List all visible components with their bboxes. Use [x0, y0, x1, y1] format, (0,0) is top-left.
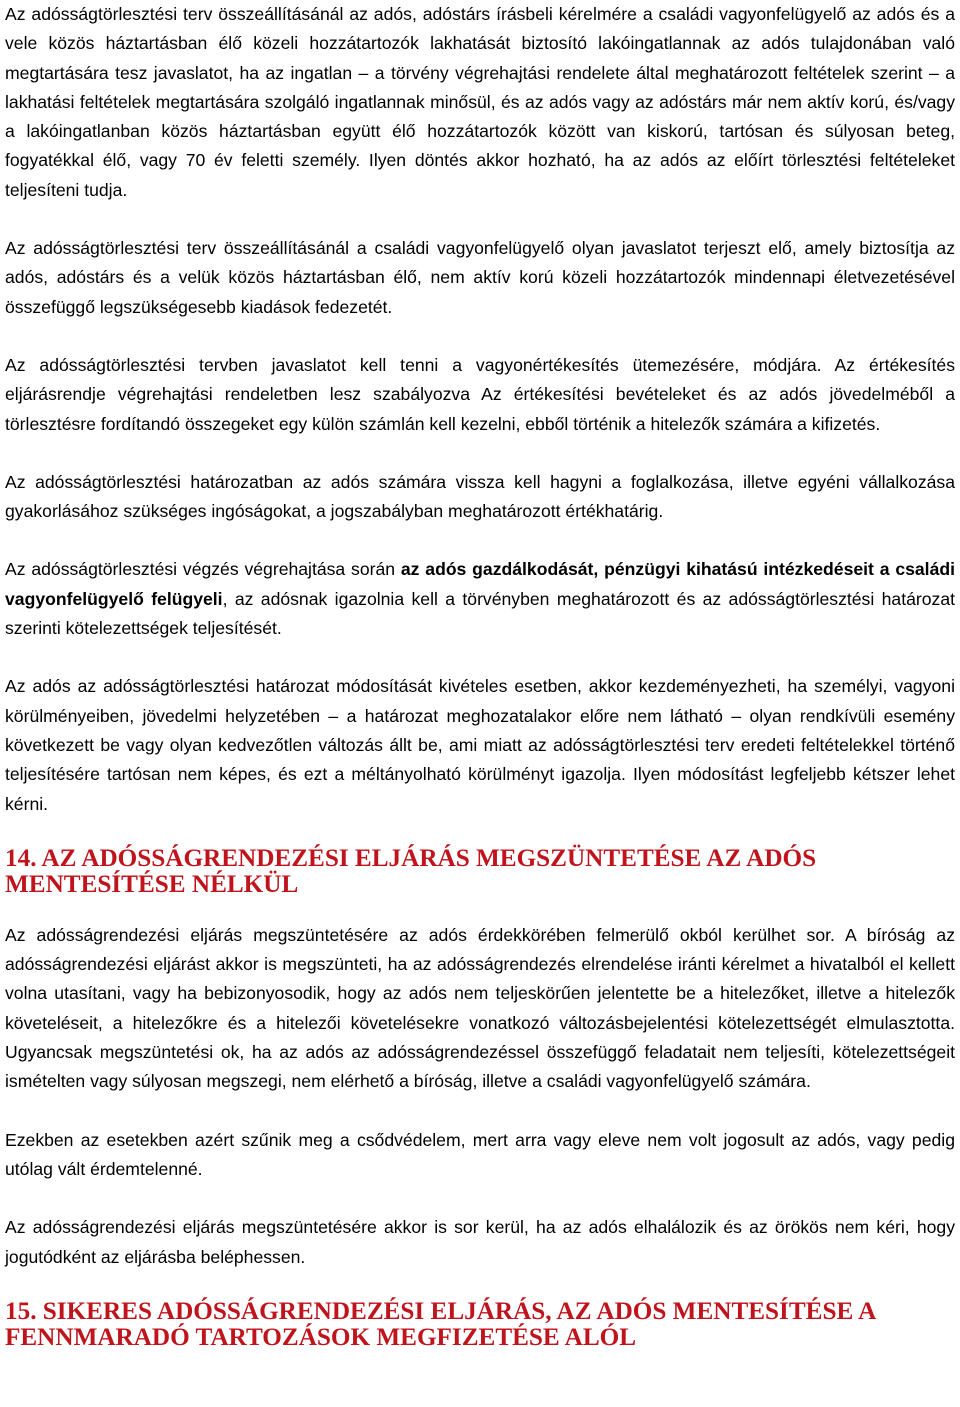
paragraph-gap — [5, 205, 955, 234]
paragraph-gap — [5, 1184, 955, 1213]
paragraph-supervision-start: Az adósságtörlesztési végzés végrehajtása során — [5, 559, 401, 580]
section-heading-15: 15. SIKERES ADÓSSÁGRENDEZÉSI ELJÁRÁS, AZ ADÓS MENTESÍTÉSE A FENNMARADÓ TARTOZÁSOK MEGFIZETÉSE ALÓL — [5, 1297, 875, 1352]
heading-gap — [5, 899, 955, 921]
heading-gap — [5, 819, 955, 846]
paragraph-bankruptcy-protection: Ezekben az esetekben azért szűnik meg a csődvédelem, mert arra vagy eleve nem volt jogosult az adós, vagy pedig utólag vált érdemtelenné. — [5, 1129, 955, 1179]
paragraph-supervision — [5, 555, 955, 643]
paragraph-death-of-debtor: Az adósságrendezési eljárás megszüntetésére akkor is sor kerül, ha az adós elhalálozik és az örökös nem kéri, hogy jogutódként az eljárásba beléphessen. — [5, 1217, 955, 1267]
paragraph-termination-reasons: Az adósságrendezési eljárás megszüntetésére az adós érdekkörében felmerülő okból kerülhet sor. A bíróság az adósságrendezési eljárást akkor is megszünteti, ha az adósságrendezés elrendelése iránti kérelmet a hivatalból el kellett volna utasítani, vagy ha bebizonyosodik, hogy az adós nem teljeskörűen jelentette be a hitelezőket, illetve a hitelezők követeléseit, a hitelezőkre és a hitelezői követelésekre vonatkozó változásbejelentési kötelezettségét elmulasztotta. Ugyancsak megszüntetési ok, ha az adós az adósságrendezéssel összefüggő feladatait nem teljesíti, kötelezettségeit ismételten vagy súlyosan megszegi, nem elérhető a bíróság, illetve a családi vagyonfelügyelő számára. — [5, 924, 955, 1092]
paragraph-residence-retention: Az adósságtörlesztési terv összeállításánál az adós, adóstárs írásbeli kérelmére a családi vagyonfelügyelő az adós és a vele közös háztartásban élő közeli hozzátartozók lakhatását biztosító lakóingatlannak az adós tulajdonában való megtartására tesz javaslatot, ha az ingatlan – a törvény végrehajtási rendelete által meghatározott feltételek szerint – a lakhatási feltételek megtartására szolgáló ingatlannak minősül, és az adós vagy az adóstárs már nem aktív korú, és/vagy a lakóingatlanban közös háztartásban együtt élő hozzátartozók között van kiskorú, tartósan és súlyosan beteg, fogyatékkal élő, vagy 70 év feletti személy. Ilyen döntés akkor hozható, ha az adós az előírt törlesztési feltételeket teljesíteni tudja. — [5, 4, 955, 200]
paragraph-living-expenses: Az adósságtörlesztési terv összeállításánál a családi vagyonfelügyelő olyan javaslatot terjeszt elő, amely biztosítja az adós, adóstárs és a velük közös háztartásban élő, nem aktív korú közeli hozzátartozók mindennapi életvezetésével összefüggő legszükségesebb kiadások fedezetét. — [5, 238, 955, 317]
paragraph-supervision-end: , az adósnak igazolnia kell a törvényben meghatározott és az adósságtörlesztési határozat szerinti kötelezettségek teljesítését. — [5, 588, 955, 639]
paragraph-gap — [5, 322, 955, 351]
paragraph-gap — [5, 643, 955, 672]
paragraph-retained-assets: Az adósságtörlesztési határozatban az adós számára vissza kell hagyni a foglalkozása, illetve egyéni vállalkozása gyakorlásához szükséges ingóságokat, a jogszabályban meghatározott értékhatárig. — [5, 471, 955, 522]
paragraph-modification: Az adós az adósságtörlesztési határozat módosítását kivételes esetben, akkor kezdeményezheti, ha személyi, vagyoni körülményeiben, jövedelmi helyzetében – a határozat meghozatalakor előre nem látható – olyan rendkívüli esemény következett be vagy olyan kedvezőtlen változás állt be, ami miatt az adósságtörlesztési terv eredeti feltételekkel történő teljesítésére tartósan nem képes, és ezt a méltányolható körülményt igazolja. Ilyen módosítást legfeljebb kétszer lehet kérni. — [5, 676, 955, 814]
document-page — [5, 0, 955, 1352]
paragraph-gap — [5, 526, 955, 555]
heading-gap — [5, 1272, 955, 1299]
paragraph-asset-sale: Az adósságtörlesztési tervben javaslatot kell tenni a vagyonértékesítés ütemezésére, módjára. Az értékesítés eljárásrendje végrehajtási rendeletben lesz szabályozva Az értékesítési bevételeket és az adós jövedelméből a törlesztésre fordítandó összegeket egy külön számlán kell kezelni, ebből történik a hitelezők számára a kifizetés. — [5, 354, 955, 434]
paragraph-supervision-bold: az adós gazdálkodását, pénzügyi kihatású intézkedéseit a családi vagyonfelügyelő felügyeli — [5, 559, 955, 609]
paragraph-gap — [5, 1097, 955, 1126]
paragraph-gap — [5, 439, 955, 468]
section-heading-14: 14. AZ ADÓSSÁGRENDEZÉSI ELJÁRÁS MEGSZÜNTETÉSE AZ ADÓS MENTESÍTÉSE NÉLKÜL — [5, 844, 817, 899]
